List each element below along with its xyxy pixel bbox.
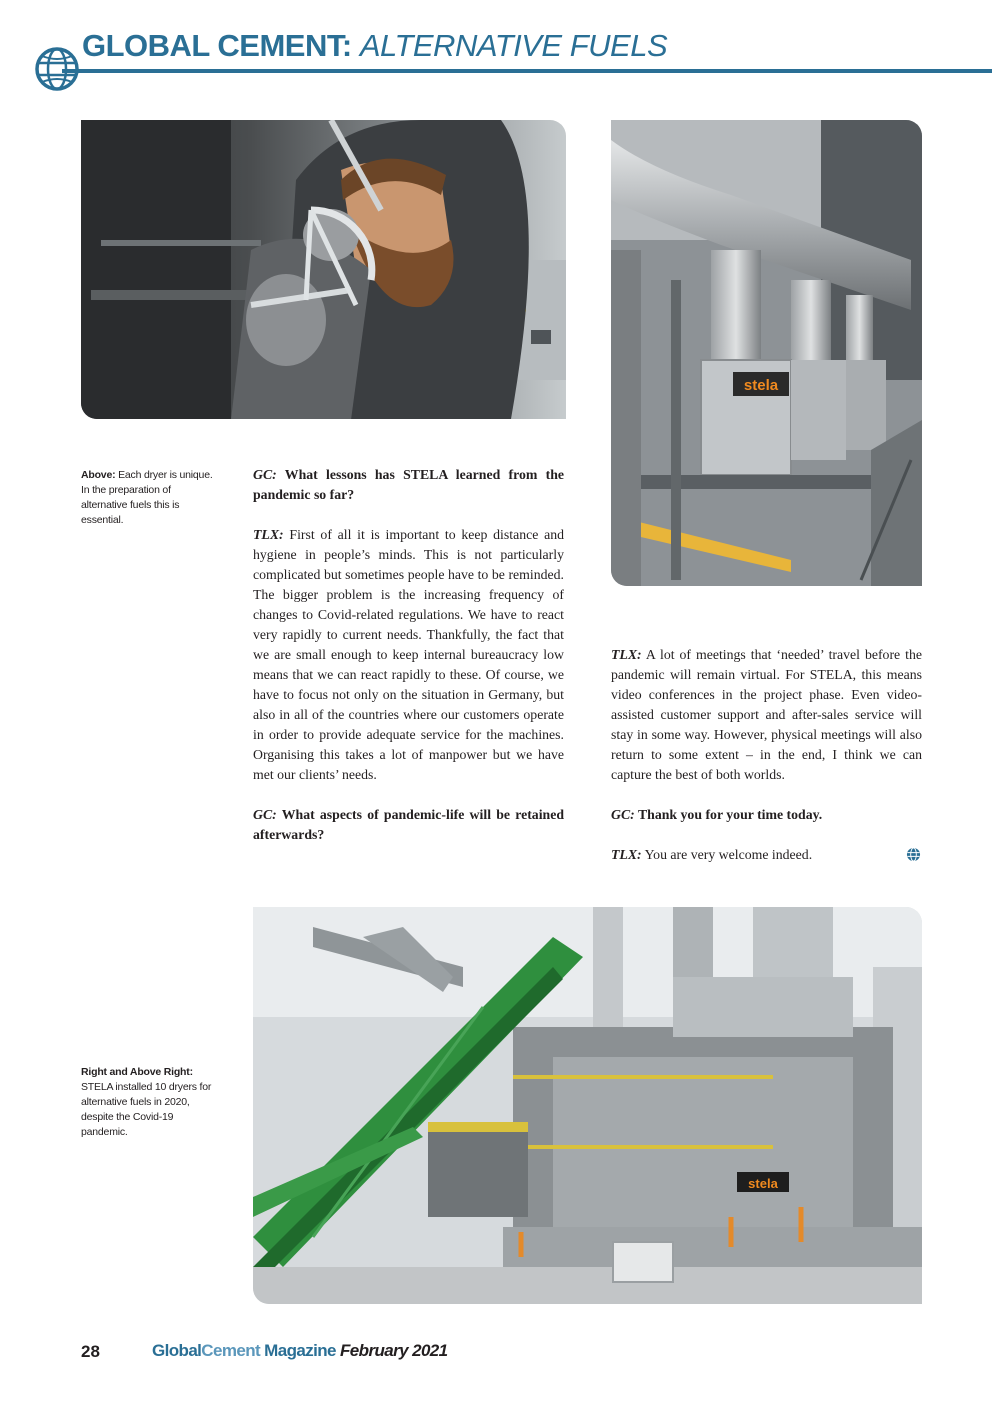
speaker-label: GC:: [253, 807, 277, 822]
interview-answer: [611, 645, 922, 785]
section-title-light: ALTERNATIVE FUELS: [359, 28, 668, 63]
speaker-label: GC:: [611, 807, 635, 822]
section-title-strong: GLOBAL CEMENT:: [82, 28, 352, 63]
stela-logo: stela: [748, 1176, 778, 1191]
caption-lead: Above:: [81, 469, 116, 481]
photo-worker-measuring: [81, 120, 566, 419]
photo-caption-above: [81, 468, 216, 528]
interview-question: [253, 805, 564, 845]
caption-lead: Right and Above Right:: [81, 1066, 193, 1078]
question-text: What aspects of pandemic-life will be retained afterwards?: [253, 807, 564, 842]
brand-word-magazine: Magazine: [264, 1341, 336, 1360]
issue-date: February 2021: [340, 1341, 448, 1360]
photo-dryer-ducts: [611, 120, 922, 586]
interview-question: [611, 805, 922, 825]
brand-word-global: Global: [152, 1341, 202, 1360]
footer-publication: [152, 1341, 448, 1361]
stela-logo: stela: [743, 377, 779, 394]
question-text: What lessons has STELA learned from the pandemic so far?: [253, 467, 565, 502]
answer-text: You are very welcome indeed.: [644, 847, 813, 862]
answer-text: A lot of meetings that ‘needed’ travel before the pandemic will remain virtual. For STELA, this means video conferences in the project phase. Even video-assisted customer support and after-sales service will stay in some way. However, physical meetings will also return to some extent – in the end, I think we can capture the best of both worlds.: [611, 647, 922, 782]
speaker-label: TLX:: [253, 527, 284, 542]
answer-text: First of all it is important to keep distance and hygiene in people’s minds. This is not particularly complicated but sometimes people have to be reminded. The bigger problem is the increasing frequency of changes to Covid-related regulations. We have to react very rapidly to current needs. Thankfully, the fact that we are small enough to keep internal bureaucracy low means that we can react rapidly to these. Of course, we have to focus not only on the situation in Germany, but also in all of the countries where our customers operate in order to provide adequate service for the machines. Organising this takes a lot of manpower but we have met our clients’ needs.: [253, 527, 564, 782]
speaker-label: TLX:: [611, 647, 642, 662]
photo-dryer-plant: [253, 907, 922, 1304]
interview-answer: [253, 525, 564, 785]
question-text: Thank you for your time today.: [637, 807, 823, 822]
interview-answer: [611, 845, 922, 865]
brand-word-cement: Cement: [201, 1341, 261, 1360]
interview-column-left: [253, 465, 564, 865]
header-rule: [62, 69, 992, 73]
interview-question: [253, 465, 564, 505]
caption-text: Each dryer is unique. In the preparation of alternative fuels this is essential.: [81, 469, 213, 526]
speaker-label: GC:: [253, 467, 277, 482]
page-number: 28: [81, 1342, 100, 1361]
interview-column-right: [611, 645, 922, 885]
speaker-label: TLX:: [611, 847, 642, 862]
globe-icon: [906, 847, 921, 862]
section-title: [82, 26, 667, 66]
photo-caption-right: [81, 1065, 216, 1140]
caption-text: STELA installed 10 dryers for alternative fuels in 2020, despite the Covid-19 pandemic.: [81, 1081, 212, 1138]
